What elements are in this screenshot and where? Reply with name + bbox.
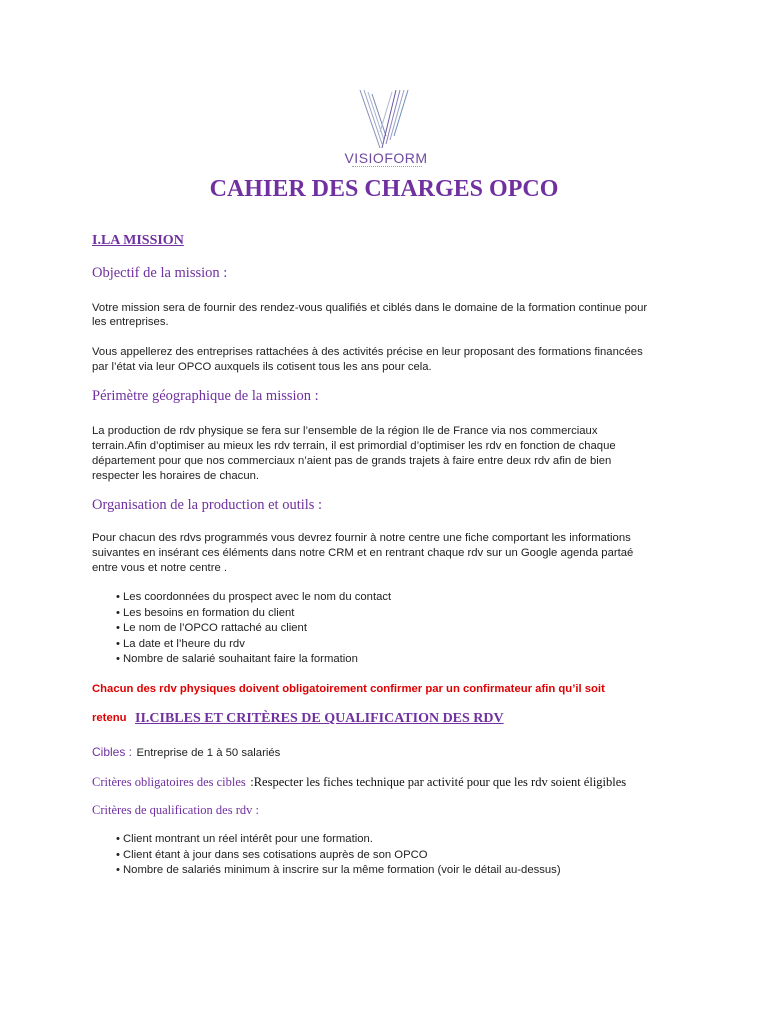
cibles-label: Cibles :: [92, 745, 133, 759]
list-item: • Les besoins en formation du client: [116, 606, 295, 619]
subheading-objectif: Objectif de la mission :: [92, 265, 228, 281]
organisation-bullet-list: [116, 590, 391, 668]
paragraph-line: département pour que nos commerciaux n’aient pas de grands trajets à faire entre deux rdv afin de bien: [92, 455, 612, 467]
paragraph-line: Vous appellerez des entreprises rattachées à des activités précise en leur proposant des formations financées: [92, 346, 643, 358]
list-item: • Le nom de l’OPCO rattaché au client: [116, 622, 307, 635]
paragraph-line: par l’état via leur OPCO auxquels ils cotisent tous les ans pour cela.: [92, 361, 432, 373]
list-item: • Nombre de salarié souhaitant faire la formation: [116, 653, 358, 666]
section-heading-mission: I.LA MISSION: [92, 233, 184, 248]
cibles-value: Entreprise de 1 à 50 salariés: [136, 747, 281, 759]
warning-text-continued: retenu: [92, 712, 127, 724]
paragraph-line: Votre mission sera de fournir des rendez-vous qualifiés et ciblés dans le domaine de la formation continue pour: [92, 302, 648, 314]
criteres-obligatoires-value: :Respecter les fiches technique par activité pour que les rdv soient éligibles: [250, 775, 627, 789]
paragraph-line: La production de rdv physique se fera sur l’ensemble de la région Ile de France via nos commerciaux: [92, 425, 598, 437]
criteres-obligatoires-line: [92, 773, 626, 791]
paragraph-line: entre vous et notre centre .: [92, 562, 228, 574]
qualification-bullet-list: [116, 832, 561, 879]
paragraph-line: suivantes en insérant ces éléments dans notre CRM et en rentrant chaque rdv sur un Google agenda partaé: [92, 547, 634, 559]
list-item: • Nombre de salariés minimum à inscrire sur la même formation (voir le détail au-dessus): [116, 864, 561, 877]
cibles-line: [92, 743, 280, 761]
paragraph-line: terrain.Afin d’optimiser au mieux les rdv terrain, il est primordial d’optimiser les rdv en fonction de chaque: [92, 440, 616, 452]
logo-tagline-dots: [352, 166, 422, 170]
criteres-qualification-label: Critères de qualification des rdv :: [92, 803, 259, 817]
section-heading-cibles: II.CIBLES ET CRITÈRES DE QUALIFICATION DES RDV: [135, 711, 504, 726]
list-item: • Client montrant un réel intérêt pour une formation.: [116, 833, 373, 845]
list-item: • Client étant à jour dans ses cotisations auprès de son OPCO: [116, 848, 428, 861]
warning-text: Chacun des rdv physiques doivent obligatoirement confirmer par un confirmateur afin qu’il soit: [92, 683, 605, 695]
paragraph-line: les entreprises.: [92, 316, 169, 328]
document-title: CAHIER DES CHARGES OPCO: [209, 176, 559, 202]
list-item: • La date et l’heure du rdv: [116, 637, 245, 650]
subheading-organisation: Organisation de la production et outils :: [92, 497, 323, 513]
criteres-obligatoires-label: Critères obligatoires des cibles: [92, 775, 246, 789]
paragraph-line: Pour chacun des rdvs programmés vous devrez fournir à notre centre une fiche comportant les informations: [92, 532, 631, 544]
paragraph-line: respecter les horaires de chacun.: [92, 470, 260, 482]
subheading-perimetre: Périmètre géographique de la mission :: [92, 388, 319, 404]
logo-wordmark: VISIOFORM: [344, 150, 428, 166]
list-item: • Les coordonnées du prospect avec le nom du contact: [116, 591, 392, 603]
